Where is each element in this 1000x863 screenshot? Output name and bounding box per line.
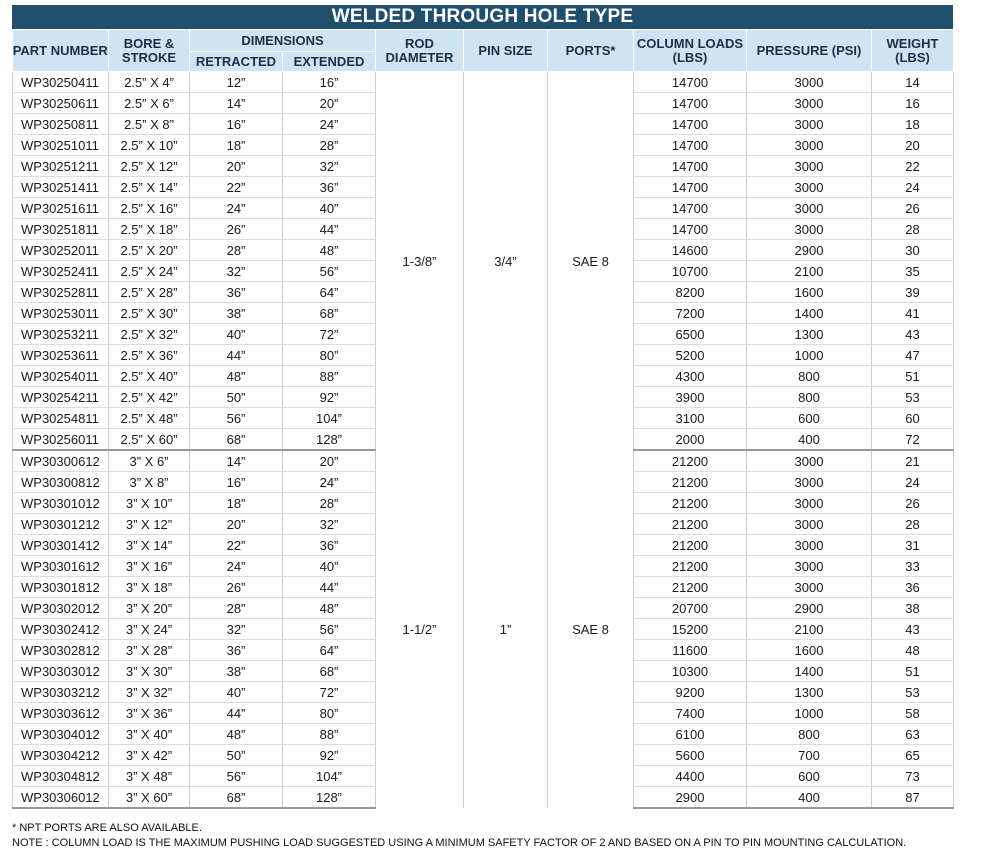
bore-stroke-cell: 2.5” X 10” [109, 135, 190, 156]
weight-cell: 73 [872, 766, 954, 787]
weight-cell: 21 [872, 450, 954, 472]
part-number-cell: WP30301212 [13, 514, 109, 535]
extended-cell: 104” [283, 766, 376, 787]
part-number-cell: WP30301612 [13, 556, 109, 577]
pressure-cell: 1600 [747, 282, 872, 303]
retracted-cell: 16” [190, 472, 283, 493]
bore-stroke-cell: 3” X 32” [109, 682, 190, 703]
bore-stroke-cell: 2.5” X 40” [109, 366, 190, 387]
weight-cell: 63 [872, 724, 954, 745]
extended-cell: 20” [283, 93, 376, 114]
retracted-cell: 38” [190, 303, 283, 324]
pressure-cell: 400 [747, 429, 872, 451]
bore-stroke-cell: 2.5” X 60” [109, 429, 190, 451]
pressure-cell: 3000 [747, 577, 872, 598]
pressure-cell: 700 [747, 745, 872, 766]
extended-cell: 24” [283, 472, 376, 493]
bore-stroke-cell: 3” X 14” [109, 535, 190, 556]
bore-stroke-cell: 3” X 8” [109, 472, 190, 493]
column-load-cell: 4300 [634, 366, 747, 387]
column-load-cell: 3900 [634, 387, 747, 408]
retracted-cell: 36” [190, 640, 283, 661]
weight-cell: 31 [872, 535, 954, 556]
retracted-cell: 24” [190, 556, 283, 577]
header-bore-stroke: BORE & STROKE [109, 30, 190, 72]
part-number-cell: WP30254811 [13, 408, 109, 429]
pressure-cell: 1000 [747, 345, 872, 366]
extended-cell: 44” [283, 219, 376, 240]
bore-stroke-cell: 2.5” X 20” [109, 240, 190, 261]
retracted-cell: 12” [190, 72, 283, 93]
retracted-cell: 56” [190, 408, 283, 429]
extended-cell: 68” [283, 303, 376, 324]
pressure-cell: 1600 [747, 640, 872, 661]
column-load-cell: 11600 [634, 640, 747, 661]
weight-cell: 24 [872, 472, 954, 493]
part-number-cell: WP30250811 [13, 114, 109, 135]
part-number-cell: WP30253011 [13, 303, 109, 324]
column-load-cell: 14700 [634, 198, 747, 219]
extended-cell: 40” [283, 198, 376, 219]
part-number-cell: WP30251211 [13, 156, 109, 177]
weight-cell: 33 [872, 556, 954, 577]
pressure-cell: 1300 [747, 324, 872, 345]
part-number-cell: WP30252411 [13, 261, 109, 282]
column-load-cell: 14700 [634, 114, 747, 135]
weight-cell: 26 [872, 493, 954, 514]
pressure-cell: 3000 [747, 114, 872, 135]
weight-cell: 87 [872, 787, 954, 809]
bore-stroke-cell: 3” X 40” [109, 724, 190, 745]
retracted-cell: 68” [190, 429, 283, 451]
retracted-cell: 44” [190, 703, 283, 724]
bore-stroke-cell: 2.5” X 30” [109, 303, 190, 324]
part-number-cell: WP30252811 [13, 282, 109, 303]
weight-cell: 58 [872, 703, 954, 724]
retracted-cell: 14” [190, 93, 283, 114]
pressure-cell: 3000 [747, 219, 872, 240]
pressure-cell: 3000 [747, 135, 872, 156]
column-load-cell: 21200 [634, 556, 747, 577]
extended-cell: 56” [283, 619, 376, 640]
column-load-cell: 14600 [634, 240, 747, 261]
retracted-cell: 22” [190, 177, 283, 198]
extended-cell: 56” [283, 261, 376, 282]
bore-stroke-cell: 3” X 12” [109, 514, 190, 535]
bore-stroke-cell: 3” X 48” [109, 766, 190, 787]
retracted-cell: 16” [190, 114, 283, 135]
part-number-cell: WP30306012 [13, 787, 109, 809]
extended-cell: 88” [283, 724, 376, 745]
bore-stroke-cell: 2.5” X 42” [109, 387, 190, 408]
retracted-cell: 18” [190, 493, 283, 514]
part-number-cell: WP30304212 [13, 745, 109, 766]
part-number-cell: WP30251011 [13, 135, 109, 156]
part-number-cell: WP30304012 [13, 724, 109, 745]
column-load-cell: 6500 [634, 324, 747, 345]
pressure-cell: 1400 [747, 303, 872, 324]
weight-cell: 28 [872, 219, 954, 240]
pressure-cell: 1400 [747, 661, 872, 682]
pressure-cell: 3000 [747, 556, 872, 577]
column-load-cell: 14700 [634, 135, 747, 156]
weight-cell: 39 [872, 282, 954, 303]
bore-stroke-cell: 2.5” X 16” [109, 198, 190, 219]
bore-stroke-cell: 2.5” X 32” [109, 324, 190, 345]
pressure-cell: 800 [747, 387, 872, 408]
column-load-cell: 2000 [634, 429, 747, 451]
part-number-cell: WP30256011 [13, 429, 109, 451]
rod-cell: 1-3/8” [376, 72, 464, 451]
weight-cell: 20 [872, 135, 954, 156]
column-load-cell: 10300 [634, 661, 747, 682]
extended-cell: 32” [283, 156, 376, 177]
pressure-cell: 800 [747, 724, 872, 745]
retracted-cell: 20” [190, 514, 283, 535]
bore-stroke-cell: 2.5” X 14” [109, 177, 190, 198]
bore-stroke-cell: 3” X 28” [109, 640, 190, 661]
weight-cell: 53 [872, 387, 954, 408]
column-load-cell: 6100 [634, 724, 747, 745]
part-number-cell: WP30252011 [13, 240, 109, 261]
pressure-cell: 3000 [747, 514, 872, 535]
column-load-cell: 7400 [634, 703, 747, 724]
extended-cell: 36” [283, 177, 376, 198]
column-load-cell: 5600 [634, 745, 747, 766]
column-load-cell: 3100 [634, 408, 747, 429]
weight-cell: 26 [872, 198, 954, 219]
weight-cell: 65 [872, 745, 954, 766]
rod-cell: 1-1/2” [376, 450, 464, 808]
bore-stroke-cell: 2.5” X 48” [109, 408, 190, 429]
part-number-cell: WP30300612 [13, 450, 109, 472]
header-pressure: PRESSURE (PSI) [747, 30, 872, 72]
retracted-cell: 50” [190, 387, 283, 408]
part-number-cell: WP30254011 [13, 366, 109, 387]
weight-cell: 36 [872, 577, 954, 598]
pressure-cell: 3000 [747, 472, 872, 493]
header-weight: WEIGHT (LBS) [872, 30, 954, 72]
extended-cell: 68” [283, 661, 376, 682]
column-load-cell: 14700 [634, 156, 747, 177]
weight-cell: 14 [872, 72, 954, 93]
retracted-cell: 48” [190, 724, 283, 745]
bore-stroke-cell: 2.5” X 18” [109, 219, 190, 240]
bore-stroke-cell: 3” X 60” [109, 787, 190, 809]
pressure-cell: 2100 [747, 261, 872, 282]
column-load-cell: 4400 [634, 766, 747, 787]
weight-cell: 53 [872, 682, 954, 703]
retracted-cell: 48” [190, 366, 283, 387]
extended-cell: 40” [283, 556, 376, 577]
part-number-cell: WP30303012 [13, 661, 109, 682]
bore-stroke-cell: 2.5” X 6” [109, 93, 190, 114]
weight-cell: 43 [872, 324, 954, 345]
column-load-cell: 9200 [634, 682, 747, 703]
column-load-cell: 21200 [634, 493, 747, 514]
column-load-cell: 15200 [634, 619, 747, 640]
weight-cell: 18 [872, 114, 954, 135]
weight-cell: 35 [872, 261, 954, 282]
part-number-cell: WP30253611 [13, 345, 109, 366]
extended-cell: 92” [283, 387, 376, 408]
table-row [13, 72, 954, 93]
bore-stroke-cell: 2.5” X 4” [109, 72, 190, 93]
weight-cell: 51 [872, 661, 954, 682]
pressure-cell: 3000 [747, 450, 872, 472]
retracted-cell: 28” [190, 240, 283, 261]
weight-cell: 72 [872, 429, 954, 451]
column-load-cell: 2900 [634, 787, 747, 809]
extended-cell: 44” [283, 577, 376, 598]
header-retracted: RETRACTED [190, 52, 283, 72]
part-number-cell: WP30301812 [13, 577, 109, 598]
part-number-cell: WP30250611 [13, 93, 109, 114]
extended-cell: 16” [283, 72, 376, 93]
extended-cell: 80” [283, 703, 376, 724]
part-number-cell: WP30251811 [13, 219, 109, 240]
pressure-cell: 3000 [747, 93, 872, 114]
part-number-cell: WP30302012 [13, 598, 109, 619]
extended-cell: 104” [283, 408, 376, 429]
bore-stroke-cell: 3” X 36” [109, 703, 190, 724]
pressure-cell: 3000 [747, 198, 872, 219]
footnote-npt: * NPT PORTS ARE ALSO AVAILABLE. [12, 822, 202, 834]
bore-stroke-cell: 2.5” X 28” [109, 282, 190, 303]
retracted-cell: 40” [190, 682, 283, 703]
bore-stroke-cell: 2.5” X 24” [109, 261, 190, 282]
weight-cell: 60 [872, 408, 954, 429]
column-load-cell: 21200 [634, 514, 747, 535]
extended-cell: 48” [283, 240, 376, 261]
pressure-cell: 1000 [747, 703, 872, 724]
retracted-cell: 24” [190, 198, 283, 219]
extended-cell: 72” [283, 324, 376, 345]
part-number-cell: WP30254211 [13, 387, 109, 408]
header-extended: EXTENDED [283, 52, 376, 72]
weight-cell: 28 [872, 514, 954, 535]
retracted-cell: 18” [190, 135, 283, 156]
column-load-cell: 7200 [634, 303, 747, 324]
retracted-cell: 20” [190, 156, 283, 177]
extended-cell: 20” [283, 450, 376, 472]
weight-cell: 48 [872, 640, 954, 661]
bore-stroke-cell: 3” X 20” [109, 598, 190, 619]
pressure-cell: 2100 [747, 619, 872, 640]
retracted-cell: 26” [190, 577, 283, 598]
footnote-column-load: NOTE : COLUMN LOAD IS THE MAXIMUM PUSHING LOAD SUGGESTED USING A MINIMUM SAFETY FACTOR OF 2 AND BASED ON A PIN TO PIN MOUNTING CALCULATION. [12, 837, 907, 849]
part-number-cell: WP30302812 [13, 640, 109, 661]
extended-cell: 92” [283, 745, 376, 766]
bore-stroke-cell: 3” X 18” [109, 577, 190, 598]
retracted-cell: 44” [190, 345, 283, 366]
weight-cell: 22 [872, 156, 954, 177]
table-title: WELDED THROUGH HOLE TYPE [12, 5, 953, 29]
extended-cell: 72” [283, 682, 376, 703]
part-number-cell: WP30303612 [13, 703, 109, 724]
part-number-cell: WP30302412 [13, 619, 109, 640]
bore-stroke-cell: 2.5” X 8” [109, 114, 190, 135]
retracted-cell: 32” [190, 261, 283, 282]
extended-cell: 28” [283, 135, 376, 156]
pressure-cell: 600 [747, 766, 872, 787]
column-load-cell: 21200 [634, 450, 747, 472]
weight-cell: 47 [872, 345, 954, 366]
pin-cell: 3/4” [464, 72, 548, 451]
weight-cell: 38 [872, 598, 954, 619]
weight-cell: 43 [872, 619, 954, 640]
pressure-cell: 1300 [747, 682, 872, 703]
pressure-cell: 600 [747, 408, 872, 429]
extended-cell: 36” [283, 535, 376, 556]
pressure-cell: 3000 [747, 493, 872, 514]
bore-stroke-cell: 3” X 16” [109, 556, 190, 577]
column-load-cell: 14700 [634, 93, 747, 114]
retracted-cell: 36” [190, 282, 283, 303]
header-part-number: PART NUMBER [13, 30, 109, 72]
bore-stroke-cell: 2.5” X 36” [109, 345, 190, 366]
header-rod-diameter: ROD DIAMETER [376, 30, 464, 72]
part-number-cell: WP30300812 [13, 472, 109, 493]
weight-cell: 24 [872, 177, 954, 198]
part-number-cell: WP30251411 [13, 177, 109, 198]
column-load-cell: 10700 [634, 261, 747, 282]
spec-table [12, 30, 954, 809]
extended-cell: 80” [283, 345, 376, 366]
column-load-cell: 14700 [634, 72, 747, 93]
pressure-cell: 400 [747, 787, 872, 809]
pressure-cell: 3000 [747, 535, 872, 556]
column-load-cell: 21200 [634, 535, 747, 556]
pressure-cell: 2900 [747, 240, 872, 261]
header-dimensions: DIMENSIONS [190, 30, 376, 52]
extended-cell: 48” [283, 598, 376, 619]
pressure-cell: 3000 [747, 156, 872, 177]
extended-cell: 128” [283, 787, 376, 809]
retracted-cell: 68” [190, 787, 283, 809]
column-load-cell: 21200 [634, 472, 747, 493]
part-number-cell: WP30253211 [13, 324, 109, 345]
retracted-cell: 28” [190, 598, 283, 619]
retracted-cell: 32” [190, 619, 283, 640]
column-load-cell: 20700 [634, 598, 747, 619]
part-number-cell: WP30301412 [13, 535, 109, 556]
part-number-cell: WP30303212 [13, 682, 109, 703]
extended-cell: 64” [283, 640, 376, 661]
part-number-cell: WP30304812 [13, 766, 109, 787]
retracted-cell: 50” [190, 745, 283, 766]
extended-cell: 88” [283, 366, 376, 387]
extended-cell: 128” [283, 429, 376, 451]
weight-cell: 41 [872, 303, 954, 324]
weight-cell: 51 [872, 366, 954, 387]
column-load-cell: 21200 [634, 577, 747, 598]
part-number-cell: WP30251611 [13, 198, 109, 219]
extended-cell: 64” [283, 282, 376, 303]
pressure-cell: 3000 [747, 72, 872, 93]
pressure-cell: 800 [747, 366, 872, 387]
weight-cell: 16 [872, 93, 954, 114]
extended-cell: 32” [283, 514, 376, 535]
pressure-cell: 2900 [747, 598, 872, 619]
part-number-cell: WP30250411 [13, 72, 109, 93]
retracted-cell: 14” [190, 450, 283, 472]
weight-cell: 30 [872, 240, 954, 261]
retracted-cell: 56” [190, 766, 283, 787]
header-pin-size: PIN SIZE [464, 30, 548, 72]
pressure-cell: 3000 [747, 177, 872, 198]
extended-cell: 28” [283, 493, 376, 514]
bore-stroke-cell: 3” X 42” [109, 745, 190, 766]
ports-cell: SAE 8 [548, 72, 634, 451]
ports-cell: SAE 8 [548, 450, 634, 808]
part-number-cell: WP30301012 [13, 493, 109, 514]
bore-stroke-cell: 3” X 30” [109, 661, 190, 682]
header-ports: PORTS* [548, 30, 634, 72]
retracted-cell: 38” [190, 661, 283, 682]
retracted-cell: 26” [190, 219, 283, 240]
header-column-loads: COLUMN LOADS (LBS) [634, 30, 747, 72]
column-load-cell: 5200 [634, 345, 747, 366]
pin-cell: 1” [464, 450, 548, 808]
column-load-cell: 8200 [634, 282, 747, 303]
column-load-cell: 14700 [634, 177, 747, 198]
bore-stroke-cell: 3” X 10” [109, 493, 190, 514]
bore-stroke-cell: 3” X 24” [109, 619, 190, 640]
bore-stroke-cell: 2.5” X 12” [109, 156, 190, 177]
table-row [13, 450, 954, 472]
column-load-cell: 14700 [634, 219, 747, 240]
extended-cell: 24” [283, 114, 376, 135]
retracted-cell: 40” [190, 324, 283, 345]
retracted-cell: 22” [190, 535, 283, 556]
bore-stroke-cell: 3” X 6” [109, 450, 190, 472]
